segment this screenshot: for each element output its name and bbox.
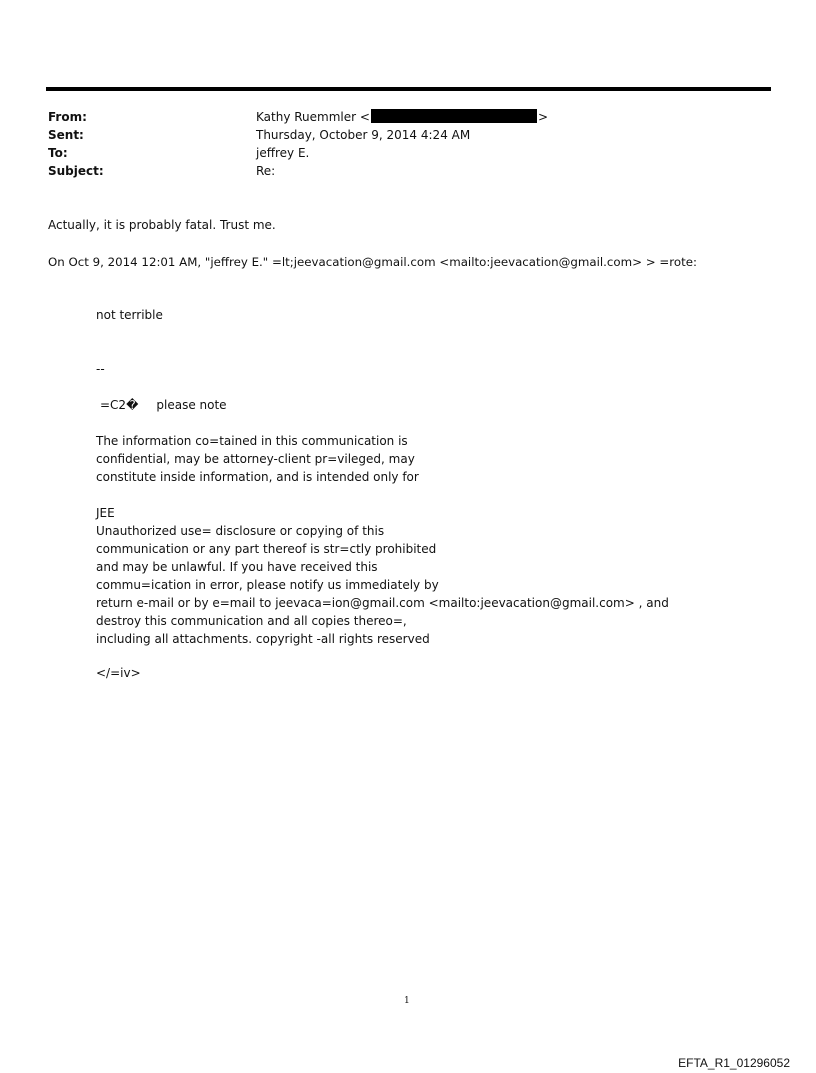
to-label: To:	[48, 146, 68, 160]
sent-value: Thursday, October 9, 2014 4:24 AM	[256, 128, 471, 142]
subject-label: Subject:	[48, 164, 104, 178]
paragraph-line: constitute inside information, and is intended only for	[96, 470, 419, 484]
confidentiality-paragraph-1	[96, 432, 419, 486]
paragraph-line: confidential, may be attorney-client pr=vileged, may	[96, 452, 415, 466]
note-line	[100, 397, 227, 413]
note-text: please note	[156, 398, 227, 412]
paragraph-line: JEE	[96, 506, 115, 520]
from-value	[256, 109, 548, 125]
quoted-text: not terrible	[96, 308, 163, 322]
redaction-bar	[371, 109, 537, 123]
note-prefix: =C2�	[100, 398, 139, 412]
closing-tag: </=iv>	[96, 666, 141, 680]
paragraph-line: and may be unlawful. If you have received this	[96, 560, 378, 574]
from-name: Kathy Ruemmler <	[256, 110, 370, 124]
paragraph-line: including all attachments. copyright -all rights reserved	[96, 632, 430, 646]
sent-label: Sent:	[48, 128, 84, 142]
from-label: From:	[48, 110, 87, 124]
confidentiality-paragraph-2	[96, 504, 669, 648]
paragraph-line: destroy this communication and all copies thereo=,	[96, 614, 407, 628]
from-close: >	[537, 110, 548, 124]
subject-value: Re:	[256, 164, 276, 178]
paragraph-line: commu=ication in error, please notify us immediately by	[96, 578, 439, 592]
paragraph-line: communication or any part thereof is str=ctly prohibited	[96, 542, 437, 556]
quote-header: On Oct 9, 2014 12:01 AM, "jeffrey E." =lt;jeevacation@gmail.com <mailto:jeevacation@gmail.com> > =rote:	[48, 255, 697, 269]
bates-number: EFTA_R1_01296052	[678, 1056, 790, 1070]
paragraph-line: The information co=tained in this communication is	[96, 434, 408, 448]
paragraph-line: Unauthorized use= disclosure or copying of this	[96, 524, 385, 538]
page-number: 1	[404, 996, 410, 1006]
signature-separator: --	[96, 362, 105, 376]
to-value: jeffrey E.	[256, 146, 310, 160]
header-rule	[46, 87, 771, 91]
paragraph-line: return e-mail or by e=mail to jeevaca=ion@gmail.com <mailto:jeevacation@gmail.com> , and	[96, 596, 669, 610]
reply-line: Actually, it is probably fatal. Trust me.	[48, 218, 276, 232]
